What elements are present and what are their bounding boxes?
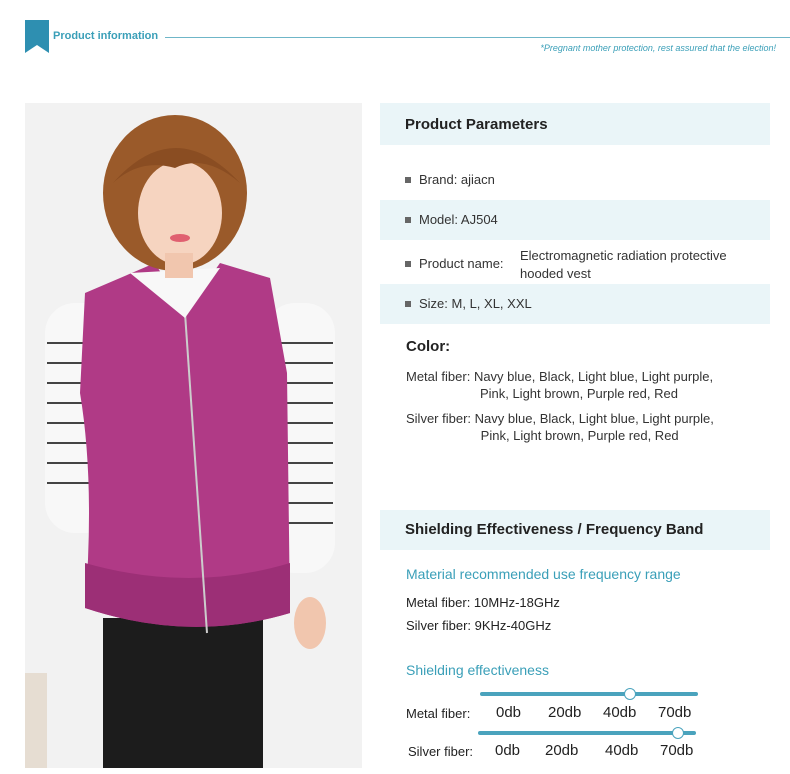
tick-label: 40db (603, 704, 637, 721)
header-divider (165, 37, 790, 38)
param-name-line: hooded vest (520, 266, 591, 281)
param-name-value (520, 247, 727, 283)
bullet-icon (405, 177, 411, 183)
param-size-text: Size: M, L, XL, XXL (419, 296, 532, 311)
color-metal-key: Metal fiber: (406, 369, 471, 384)
color-metal-row (406, 368, 744, 402)
bullet-icon (405, 217, 411, 223)
color-line: Navy blue, Black, Light blue, Light purple, (474, 411, 714, 426)
effectiveness-heading: Shielding effectiveness (406, 662, 549, 678)
color-silver-values (475, 410, 745, 444)
metal-effectiveness-bar (480, 692, 698, 696)
product-photo (25, 103, 362, 768)
tick-label: 40db (605, 742, 639, 759)
color-silver-key: Silver fiber: (406, 411, 472, 426)
color-line: Pink, Light brown, Purple red, Red (479, 386, 678, 401)
color-metal-values (474, 368, 744, 402)
param-brand (405, 172, 495, 187)
tick-label: 20db (548, 704, 582, 721)
color-label: Color: (406, 338, 451, 355)
param-name-label: Product name: (419, 256, 504, 271)
param-model-text: Model: AJ504 (419, 212, 498, 227)
tick-label: 70db (660, 742, 694, 759)
tick-label: 0db (495, 742, 521, 759)
param-model (405, 212, 498, 227)
section-flag-icon (25, 20, 49, 53)
bullet-icon (405, 261, 411, 267)
tick-label: 20db (545, 742, 579, 759)
silver-freq: Silver fiber: 9KHz-40GHz (406, 618, 552, 633)
bullet-icon (405, 301, 411, 307)
param-brand-text: Brand: ajiacn (419, 172, 495, 187)
params-title: Product Parameters (405, 116, 548, 133)
metal-effectiveness-knob (624, 688, 636, 700)
color-line: Navy blue, Black, Light blue, Light purple, (473, 369, 714, 384)
param-size (405, 296, 532, 311)
section-title: Product information (53, 30, 159, 42)
param-name-line: Electromagnetic radiation protective (520, 248, 727, 263)
param-product-name (405, 256, 504, 271)
freq-heading: Material recommended use frequency range (406, 566, 681, 582)
silver-effectiveness-knob (672, 727, 684, 739)
color-line: Pink, Light brown, Purple red, Red (480, 428, 679, 443)
shielding-title: Shielding Effectiveness / Frequency Band (405, 521, 704, 538)
silver-eff-label: Silver fiber: (408, 744, 474, 759)
header-note: *Pregnant mother protection, rest assured that the election! (540, 43, 776, 53)
color-silver-row (406, 410, 745, 444)
metal-freq: Metal fiber: 10MHz-18GHz (406, 595, 560, 610)
silver-effectiveness-bar (478, 731, 696, 735)
metal-eff-label: Metal fiber: (406, 706, 471, 721)
tick-label: 70db (658, 704, 692, 721)
tick-label: 0db (496, 704, 522, 721)
